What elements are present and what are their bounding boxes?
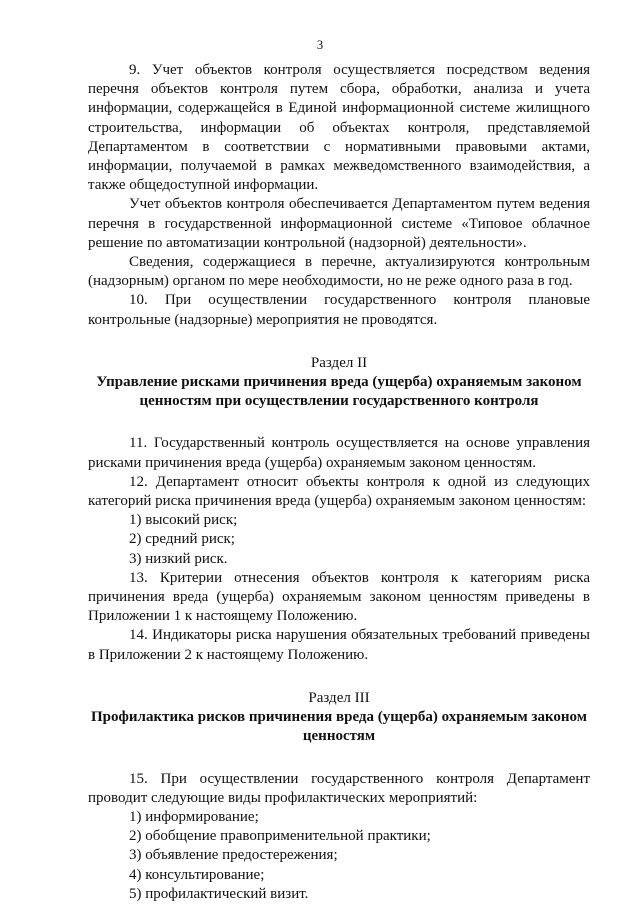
list-item-medium-risk: 2) средний риск; xyxy=(129,531,235,548)
list-item-preventive-visit: 5) профилактический визит. xyxy=(129,885,309,902)
list-item-warning: 3) объявление предостережения; xyxy=(129,847,338,864)
list-item-consulting: 4) консультирование; xyxy=(129,866,265,883)
list-item-practice-generalization: 2) обобщение правоприменительной практики; xyxy=(129,828,431,845)
paragraph-15-preventive-measures: 15. При осуществлении государственного контроля Департамент проводит следующие виды профилактических мероприятий: xyxy=(88,770,590,806)
section-3-title: Раздел III xyxy=(308,689,370,706)
document-body xyxy=(88,61,590,904)
page-number: 3 xyxy=(316,38,324,52)
paragraph-list-updates: Сведения, содержащиеся в перечне, актуализируются контрольным (надзорным) органом по мере необходимости, но не реже одного раза в год. xyxy=(88,254,590,290)
list-item-low-risk: 3) низкий риск. xyxy=(129,550,228,567)
paragraph-14-indicators: 14. Индикаторы риска нарушения обязательных требований приведены в Приложении 2 к настоящему Положению. xyxy=(88,627,590,663)
list-item-high-risk: 1) высокий риск; xyxy=(129,512,238,529)
section-2-heading: Управление рисками причинения вреда (ущерба) охраняемым законом ценностям при осуществлении государственного контроля xyxy=(96,374,582,410)
list-item-informing: 1) информирование; xyxy=(129,808,259,825)
paragraph-13-criteria: 13. Критерии отнесения объектов контроля к категориям риска причинения вреда (ущерба) охраняемым законом ценностям приведены в Приложении 1 к настоящему Положению. xyxy=(88,569,590,625)
paragraph-objects-list-maintenance: Учет объектов контроля обеспечивается Департаментом путем ведения перечня в государственной информационной системе «Типовое облачное решение по автоматизации контрольной (надзорной) деятельности». xyxy=(88,196,590,251)
paragraph-12-risk-categories: 12. Департамент относит объекты контроля к одной из следующих категорий риска причинения вреда (ущерба) охраняемым законом ценностям: xyxy=(88,473,590,510)
paragraph-10-planned-measures: 10. При осуществлении государственного контроля плановые контрольные (надзорные) мероприятия не проводятся. xyxy=(88,292,590,328)
section-2-title: Раздел II xyxy=(310,354,368,371)
section-3-heading: Профилактика рисков причинения вреда (ущерба) охраняемым законом ценностям xyxy=(91,709,587,745)
paragraph-9-objects-accounting: 9. Учет объектов контроля осуществляется посредством ведения перечня объектов контроля путем сбора, обработки, анализа и учета информации, содержащейся в Единой информационной системе жилищного строительства, информации об объектах контроля, представляемой Департаментом в соответствии с нормативными правовыми актами, информации, получаемой в рамках межведомственного взаимодействия, а также общедоступной информации. xyxy=(88,62,590,194)
paragraph-11-risk-management: 11. Государственный контроль осуществляется на основе управления рисками причинения вреда (ущерба) охраняемым законом ценностям. xyxy=(88,435,590,471)
